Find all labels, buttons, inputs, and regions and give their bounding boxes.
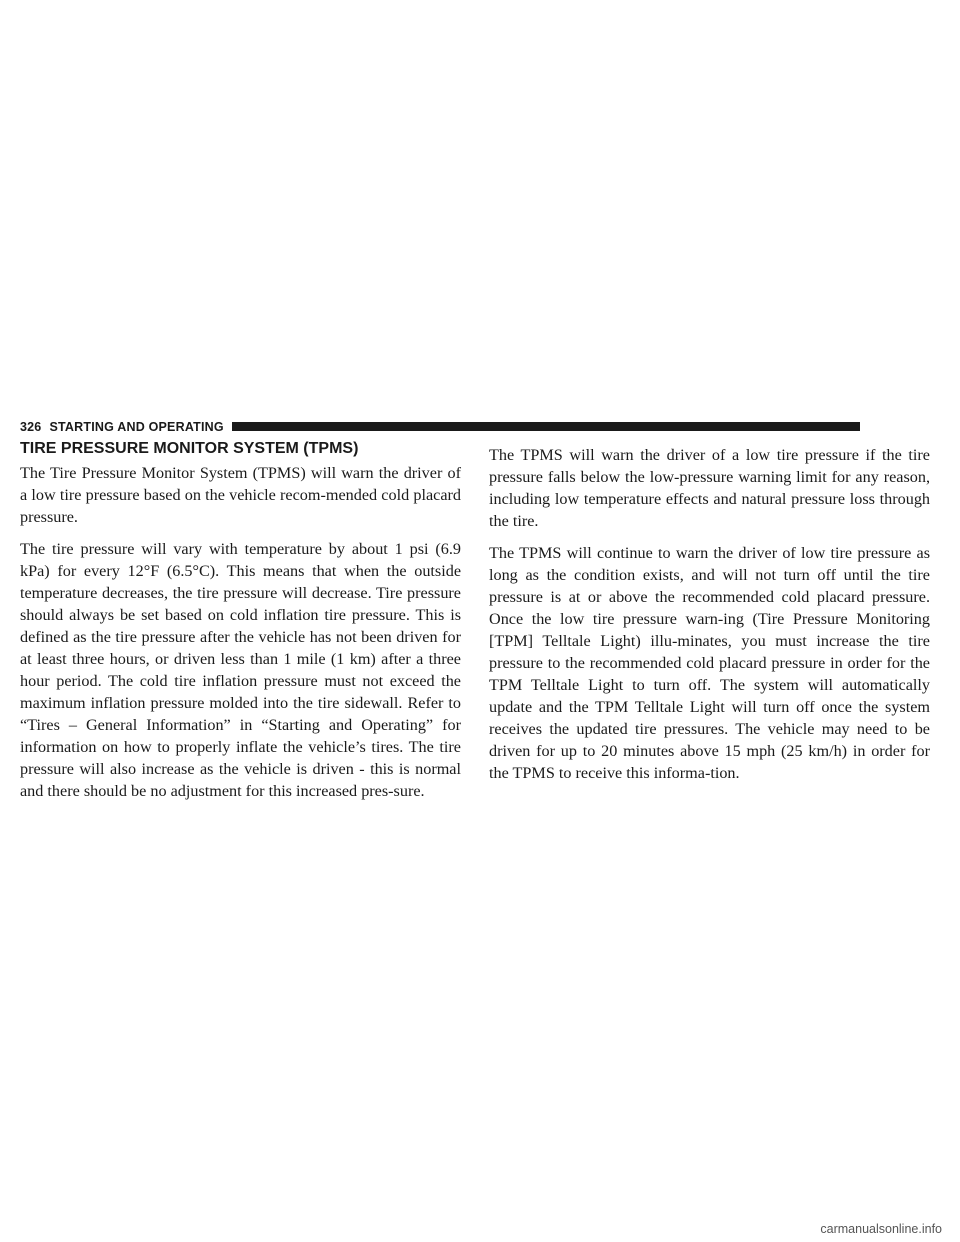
watermark: carmanualsonline.info [820, 1222, 942, 1236]
header-rule [232, 422, 860, 431]
paragraph-telltale: The TPMS will continue to warn the driver of low tire pressure as long as the condition exists, and will not turn off until the tire pressure is at or above the recommended cold placard pressure. Once the low tire pressure warn-ing (Tire Pressure Monitoring [TPM] Telltale Light) illu-minates, you must increase the tire pressure to the recommended cold placard pressure in order for the TPM Telltale Light to turn off. The system will automatically update and the TPM Telltale Light will turn off once the system receives the updated tire pressures. The vehicle may need to be driven for up to 20 minutes above 15 mph (25 km/h) in order for the TPMS to receive this informa-tion. [489, 544, 930, 782]
page-header [20, 418, 860, 435]
page-number: 326 [20, 419, 42, 434]
paragraph-warning: The TPMS will warn the driver of a low tire pressure if the tire pressure falls below the low-pressure warning limit for any reason, including low temperature effects and natural pressure loss through the tire. [489, 446, 930, 530]
section-title: STARTING AND OPERATING [49, 419, 224, 434]
right-column [489, 444, 930, 794]
paragraph-intro: The Tire Pressure Monitor System (TPMS) will warn the driver of a low tire pressure based on the vehicle recom-mended cold placard pressure. [20, 464, 461, 526]
section-heading: TIRE PRESSURE MONITOR SYSTEM (TPMS) [20, 440, 359, 457]
left-column [20, 440, 461, 812]
paragraph-temperature: The tire pressure will vary with temperature by about 1 psi (6.9 kPa) for every 12°F (6.5°C). This means that when the outside temperature decreases, the tire pressure will decrease. Tire pressure should always be set based on cold inflation tire pressure. This is defined as the tire pressure after the vehicle has not been driven for at least three hours, or driven less than 1 mile (1 km) after a three hour period. The cold tire inflation pressure must not exceed the maximum inflation pressure molded into the tire sidewall. Refer to “Tires – General Information” in “Starting and Operating” for information on how to properly inflate the vehicle’s tires. The tire pressure will also increase as the vehicle is driven - this is normal and there should be no adjustment for this increased pres-sure. [20, 540, 461, 800]
